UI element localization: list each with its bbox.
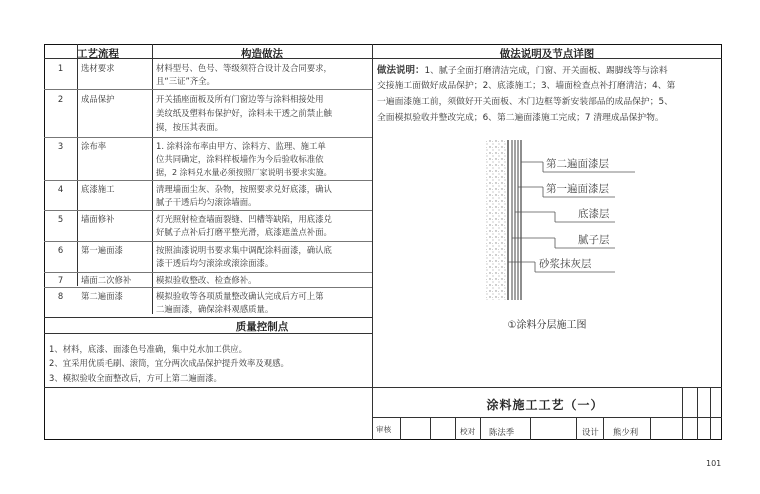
step-method-line: 摸，按压其表面。	[156, 122, 223, 132]
step-method-line: 二遍面漆，确保涂料观感质量。	[156, 304, 274, 314]
step-number: 2	[57, 94, 64, 104]
quality-item: 1、材料，底漆、面漆色号准确，集中兑水加工供应。	[49, 344, 247, 354]
notes-line-1	[377, 63, 720, 80]
step-number: 5	[57, 214, 64, 224]
sign-col	[530, 417, 531, 440]
layer-detail-svg	[435, 140, 657, 300]
quality-line	[44, 317, 372, 318]
step-method-line: 美纹纸及塑料布保护好，涂料未干透之前禁止触	[156, 108, 332, 118]
sign-col	[430, 417, 431, 440]
step-method-line: 模拟验收等各项质量整改确认完成后方可上第	[156, 291, 324, 301]
step-method-line: 1. 涂料涂布率由甲方、涂料方、监理、施工单	[156, 141, 326, 151]
step-method-line: 据，2 涂料兑水量必须按照厂家说明书要求实施。	[156, 168, 332, 177]
page-number: 101	[706, 459, 722, 468]
step-name: 底漆施工	[81, 184, 115, 194]
title-block-top	[44, 387, 722, 388]
step-method-line: 漆干透后均匀滚涂或滚涂面漆。	[156, 258, 274, 268]
step-name: 第二遍面漆	[81, 291, 123, 301]
quality-item: 3、模拟验收全面整改后，方可上第二遍面漆。	[49, 373, 222, 383]
row-line	[44, 180, 372, 181]
step-number: 8	[57, 291, 64, 301]
design-label: 设计	[582, 427, 599, 437]
sign-col	[400, 417, 401, 440]
step-name: 第一遍面漆	[81, 245, 123, 255]
designer-name: 熊少利	[613, 427, 639, 437]
divider-method	[152, 44, 153, 314]
sign-col	[480, 417, 481, 440]
drawing-title: 涂料施工工艺（一）	[486, 398, 604, 412]
layer-detail-drawing	[435, 140, 657, 300]
layer-label: 底漆层	[578, 208, 610, 220]
layer-label: 腻子层	[578, 234, 610, 246]
step-number: 6	[57, 245, 64, 255]
step-number: 4	[57, 184, 64, 194]
notes-label: 做法说明：	[377, 65, 425, 76]
row-line	[44, 210, 372, 211]
layer-label: 砂浆抹灰层	[539, 258, 592, 270]
layer-label: 第二遍面漆层	[546, 158, 609, 170]
step-name: 选材要求	[81, 63, 115, 73]
title-col	[710, 387, 711, 440]
figure-caption: ①涂料分层施工图	[507, 320, 587, 331]
review-label: 审核	[376, 425, 392, 434]
step-number: 7	[57, 275, 64, 285]
check-label: 校对	[460, 427, 476, 436]
row-line	[44, 241, 372, 242]
header-process: 工艺流程	[77, 48, 119, 60]
step-method-line: 灯光照射检查墙面裂缝、凹槽等缺陷，用底漆兑	[156, 214, 332, 224]
sign-col	[603, 417, 604, 440]
step-method-line: 模拟验收整改、检查修补。	[156, 275, 257, 285]
header-method: 构造做法	[241, 48, 283, 60]
title-col	[697, 387, 698, 440]
quality-item: 2、宜采用优质毛刷、滚筒，宜分两次成品保护提升效率及观感。	[49, 358, 289, 368]
step-number: 1	[57, 63, 64, 73]
step-method-line: 位共同确定，涂料样板墙作为今后验收标准依	[156, 154, 324, 164]
notes-line: 一遍面漆施工前，须做好开关面板、木门边框等新安装部品的成品保护；5、	[377, 97, 673, 107]
header-notes: 做法说明及节点详图	[499, 48, 595, 60]
row-line	[44, 272, 372, 273]
step-method-line: 材料型号、色号、等级须符合设计及合同要求，	[156, 63, 332, 73]
row-line	[44, 137, 372, 138]
sign-col	[455, 417, 456, 440]
step-name: 墙面修补	[81, 214, 115, 224]
notes-line: 全面模拟验收并整改完成；6、第二遍面漆施工完成；7 清理成品保护物。	[377, 113, 664, 123]
step-number: 3	[57, 141, 64, 151]
step-name: 成品保护	[81, 94, 115, 104]
layer-label: 第一遍面漆层	[546, 183, 609, 195]
step-method-line: 腻子干透后均匀滚涂墙面。	[156, 197, 257, 207]
divider-num	[77, 44, 78, 286]
sign-col	[650, 417, 651, 440]
step-method-line: 好腻子点补后打磨平整光滑，底漆遮盖点补面。	[156, 227, 332, 237]
step-name: 涂布率	[81, 141, 107, 151]
title-row-line	[372, 417, 722, 418]
step-method-line: 清理墙面尘灰、杂物，按照要求兑好底漆，确认	[156, 184, 332, 194]
step-method-line: 按照油漆说明书要求集中调配涂料面漆，确认底	[156, 245, 332, 255]
sign-col	[576, 417, 577, 440]
notes-line: 交接施工面做好成品保护；2、底漆施工；3、墙面检查点补打磨清洁；4、第	[377, 81, 676, 91]
checker-name: 陈法季	[489, 427, 515, 437]
step-method-line: 且“三证”齐全。	[156, 76, 215, 86]
notes-text: 1、腻子全面打磨清洁完成，门窗、开关面板、踢脚线等与涂料	[424, 66, 668, 76]
title-col	[682, 387, 683, 440]
row-line	[44, 287, 372, 288]
row-line	[44, 89, 372, 90]
quality-title: 质量控制点	[235, 321, 289, 333]
step-method-line: 开关插座面板及所有门窗边等与涂料相接处用	[156, 94, 324, 104]
wall-hatch	[485, 140, 507, 300]
divider-right	[372, 44, 373, 440]
step-name: 墙面二次修补	[81, 275, 132, 285]
